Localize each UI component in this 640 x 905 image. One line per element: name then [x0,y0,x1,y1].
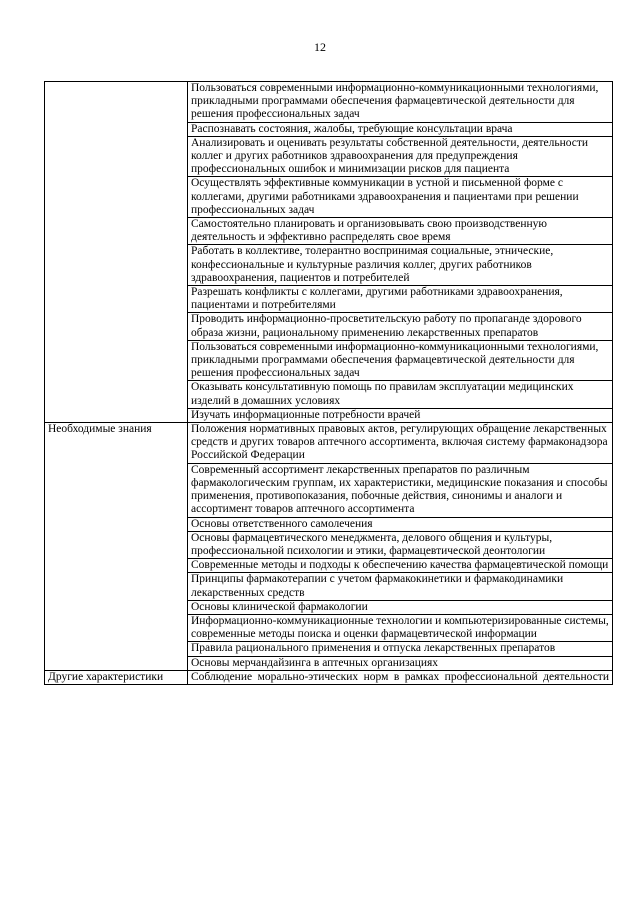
knowledge-item: Основы клинической фармакологии [188,600,613,614]
knowledge-item: Принципы фармакотерапии с учетом фармакокинетики и фармакодинамики лекарственных средств [188,573,613,600]
other-item: Соблюдение морально-этических норм в рамках профессиональной деятельности [188,670,613,684]
skill-item: Проводить информационно-просветительскую работу по пропаганде здорового образа жизни, рациональному применению лекарственных препаратов [188,313,613,340]
skills-label-cell [45,82,188,423]
skill-item: Анализировать и оценивать результаты собственной деятельности, деятельности коллег и других работников здравоохранения для предупреждения профессиональных ошибок и минимизации рисков для пациента [188,136,613,177]
table-row [45,82,613,123]
skill-item: Осуществлять эффективные коммуникации в устной и письменной форме с коллегами, другими работниками здравоохранения и пациентами при решении профессиональных задач [188,177,613,218]
knowledge-item: Современные методы и подходы к обеспечению качества фармацевтической помощи [188,559,613,573]
knowledge-item: Основы мерчандайзинга в аптечных организациях [188,656,613,670]
skill-item: Оказывать консультативную помощь по правилам эксплуатации медицинских изделий в домашних условиях [188,381,613,408]
skill-item: Самостоятельно планировать и организовывать свою производственную деятельность и эффективно распределять свое время [188,218,613,245]
skill-item: Разрешать конфликты с коллегами, другими работниками здравоохранения, пациентами и потребителями [188,286,613,313]
knowledge-label-cell: Необходимые знания [45,423,188,671]
skill-item: Распознавать состояния, жалобы, требующие консультации врача [188,122,613,136]
knowledge-item: Положения нормативных правовых актов, регулирующих обращение лекарственных средств и других товаров аптечного ассортимента, включая систему фармаконадзора Российской Федерации [188,423,613,464]
competency-table [44,81,613,685]
knowledge-item: Основы ответственного самолечения [188,517,613,531]
knowledge-item: Основы фармацевтического менеджмента, делового общения и культуры, профессиональной психологии и этики, фармацевтической деонтологии [188,531,613,558]
table-row [45,670,613,684]
page-number: 12 [314,40,326,54]
skill-item: Пользоваться современными информационно-коммуникационными технологиями, прикладными программами обеспечения фармацевтической деятельности для решения профессиональных задач [188,340,613,381]
skill-item: Работать в коллективе, толерантно воспринимая социальные, этнические, конфессиональные и культурные различия коллег, других работников здравоохранения, пациентов и потребителей [188,245,613,286]
skill-item: Пользоваться современными информационно-коммуникационными технологиями, прикладными программами обеспечения фармацевтической деятельности для решения профессиональных задач [188,82,613,123]
knowledge-item: Правила рационального применения и отпуска лекарственных препаратов [188,642,613,656]
knowledge-item: Современный ассортимент лекарственных препаратов по различным фармакологическим группам, их характеристики, медицинские показания и способы применения, противопоказания, побочные действия, синонимы и аналоги и ассортимент товаров аптечного ассортимента [188,463,613,517]
skill-item: Изучать информационные потребности врачей [188,408,613,422]
knowledge-item: Информационно-коммуникационные технологии и компьютеризированные системы, современные методы поиска и оценки фармацевтической информации [188,614,613,641]
other-label-cell: Другие характеристики [45,670,188,684]
table-row [45,423,613,464]
